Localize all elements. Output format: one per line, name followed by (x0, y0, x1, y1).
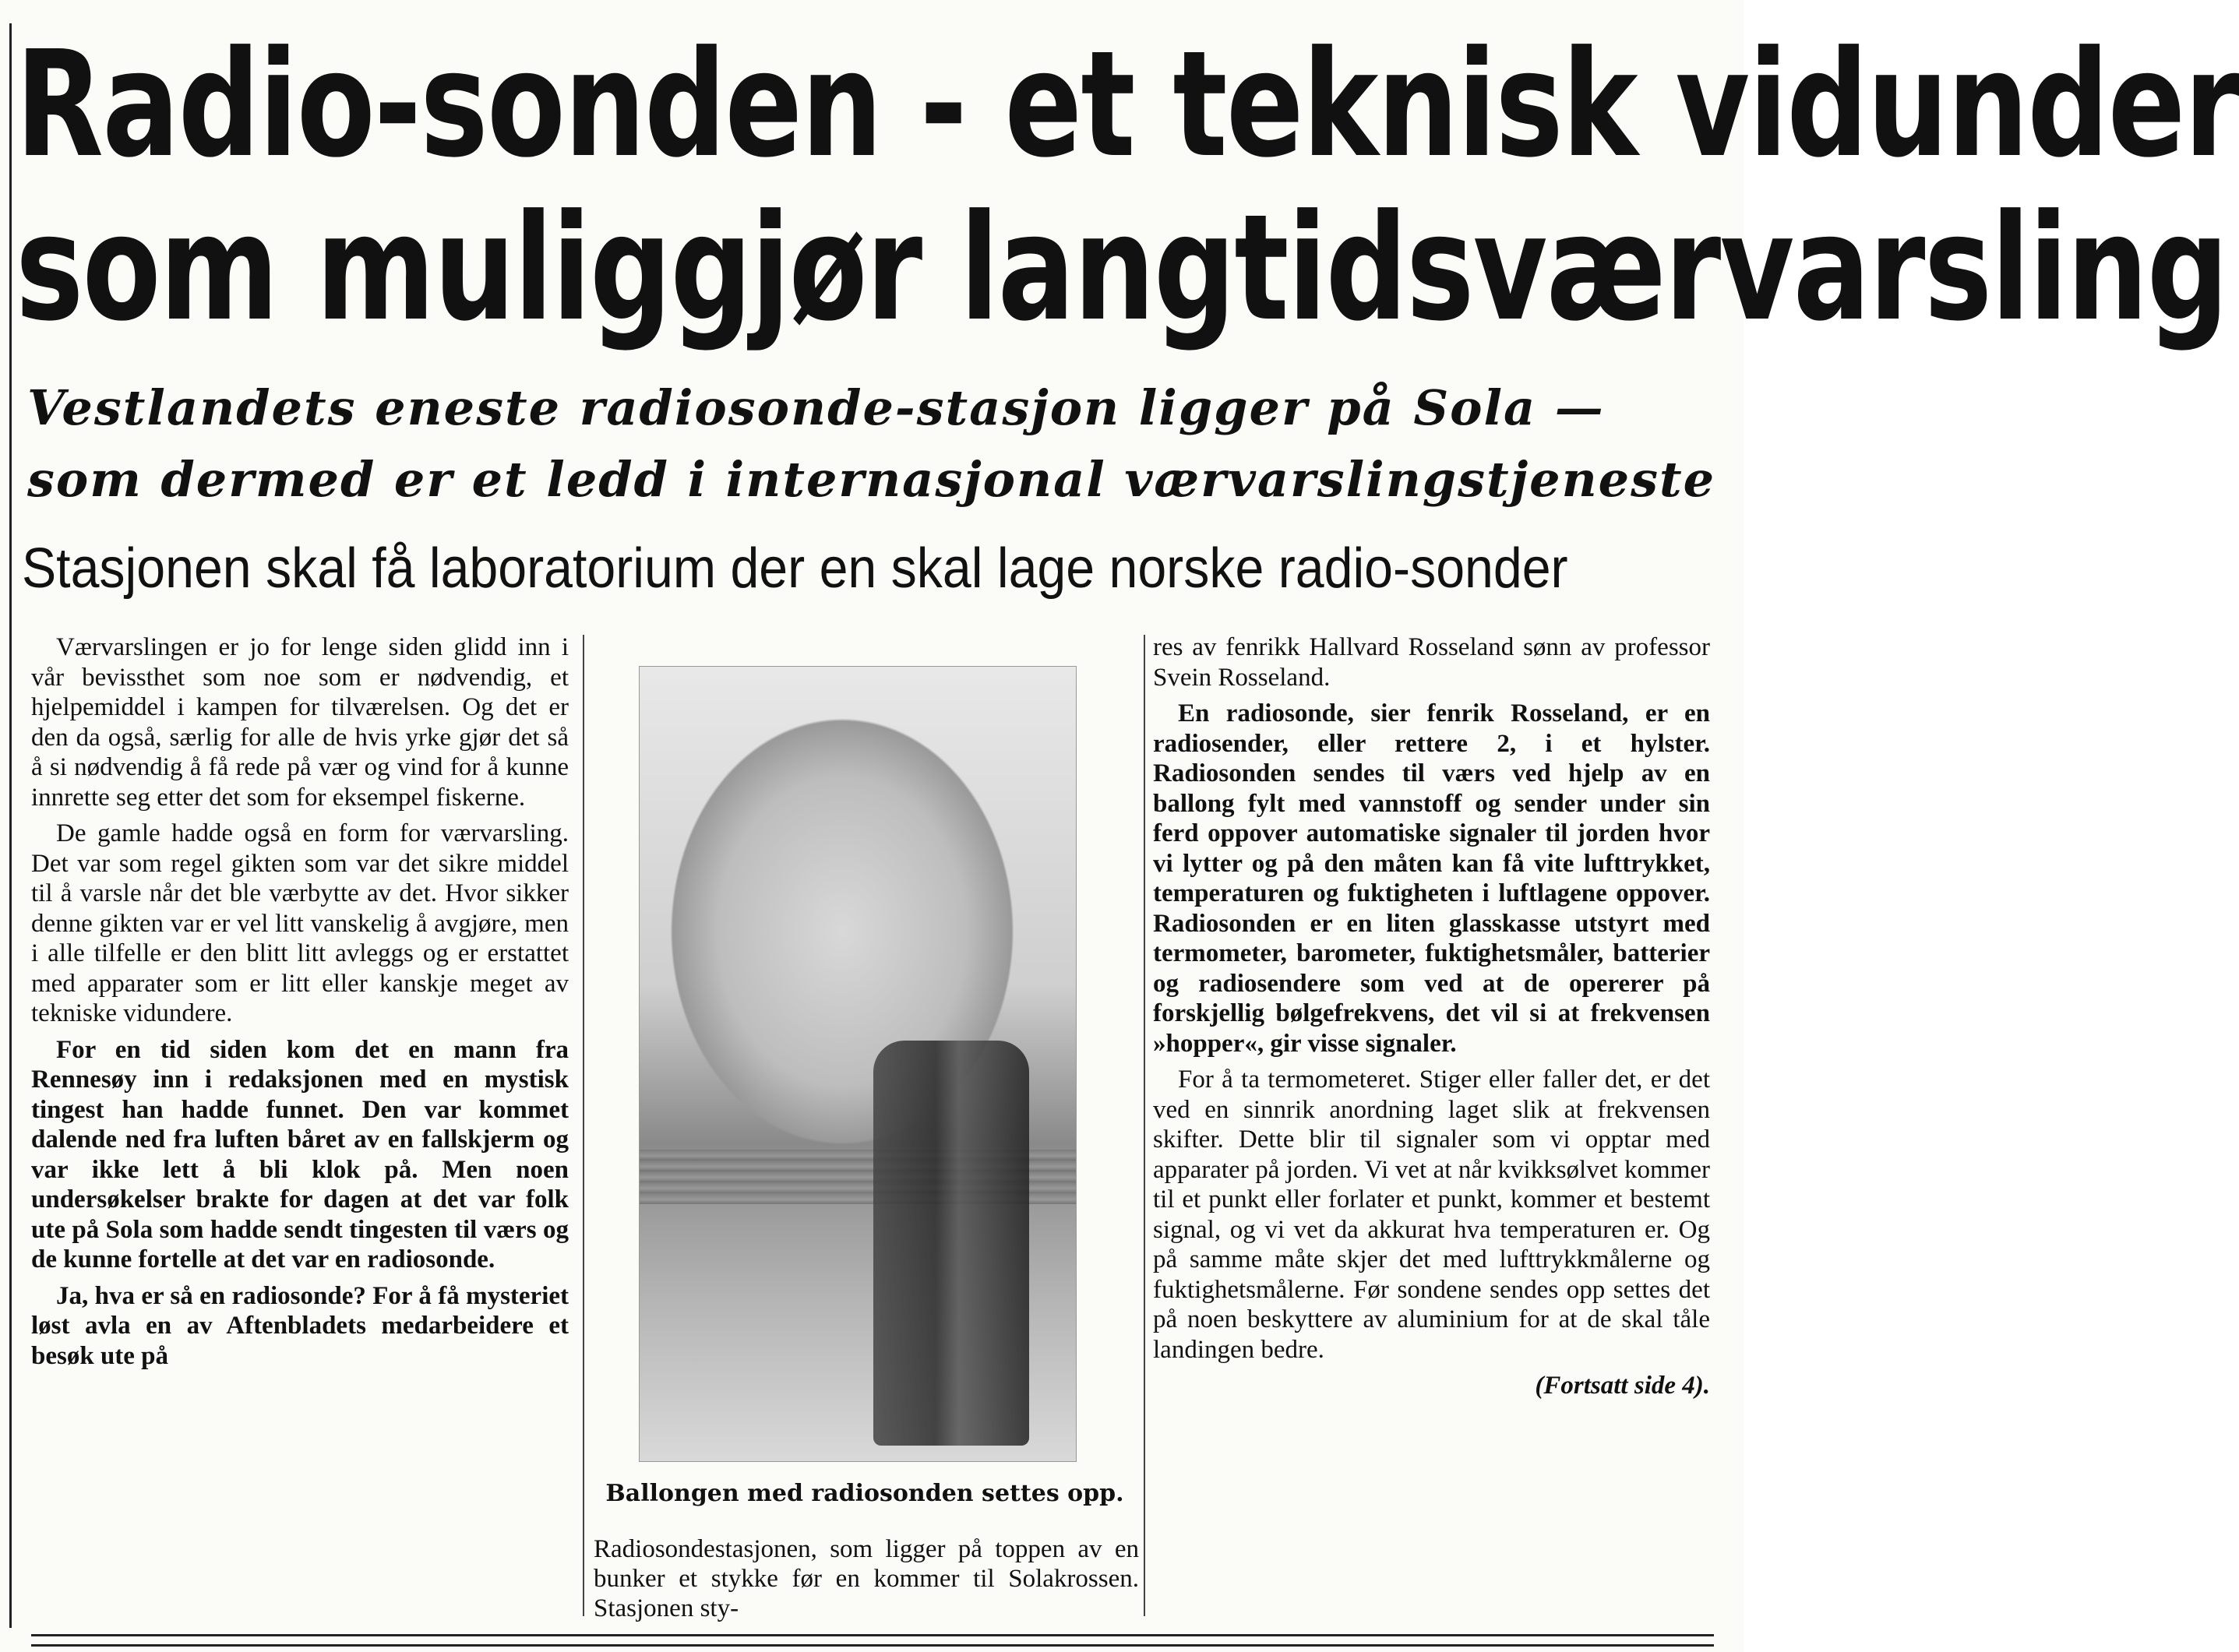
column-divider-1 (583, 635, 584, 1616)
bottom-double-rule (31, 1634, 1714, 1647)
subdeck: Stasjonen skal få laboratorium der en skal lage norske radio-sonder (22, 537, 1568, 600)
continued-note: (Fortsatt side 4). (1535, 1372, 1710, 1400)
deck (27, 372, 1726, 516)
col1-paragraph-1: Værvarslingen er jo for lenge siden glidd inn i vår bevissthet som noe som er nødvendig, et hjelpemiddel i kampen for tilværelsen. Og det er den da også, særlig for alle de hvis yrke gjør det så å si nødvendig å få rede på vær og vind for å kunne innrette seg etter det som for eksempel fiskerne. (31, 633, 569, 812)
col1-paragraph-4: Ja, hva er så en radiosonde? For å få mysteriet løst avla en av Aftenbladets medarbeidere et besøk ute på (31, 1281, 569, 1370)
column-2-text (594, 1534, 1139, 1623)
col3-paragraph-1: res av fenrikk Hallvard Rosseland sønn av professor Svein Rosseland. (1153, 633, 1710, 692)
headline-line-1: Radio-sonden - et teknisk vidunder (16, 19, 2239, 190)
col1-paragraph-3: For en tid siden kom det en mann fra Rennesøy inn i redaksjonen med en mystisk tingest han hadde funnet. Den var kommet dalende ned fra luften båret av en fallskjerm og var ikke lett å bli klok på. Men noen undersøkelser brakte for dagen at det var folk ute på Sola som hadde sendt tingesten til værs og de kunne fortelle at det var en radiosonde. (31, 1035, 569, 1273)
deck-line-2: som dermed er et ledd i internasjonal værvarslingstjeneste (27, 451, 1716, 508)
left-margin-rule (9, 23, 12, 1628)
column-divider-2 (1144, 635, 1145, 1616)
column-3 (1153, 632, 1710, 1401)
col3-paragraph-2: En radiosonde, sier fenrik Rosseland, er en radiosender, eller rettere 2, i et hylster. Radiosonden sendes til værs ved hjelp av en ballong fylt med vannstoff og sender under sin ferd oppover automatiske signaler til jorden hvor vi lytter og på den måten kan få vite lufttrykket, temperaturen og fuktigheten i luftlagene oppover. Radiosonden er en liten glasskasse utstyrt med termometer, barometer, fuktighetsmåler, batterier og radiosendere som ved at de opererer på forskjellig bølgefrekvens, det vil si at frekvensen »hopper«, gir visse signaler. (1153, 699, 1710, 1058)
column-1 (31, 632, 569, 1377)
headline (16, 19, 2239, 354)
headline-line-2: som muliggjør langtidsværvarsling (16, 183, 2228, 354)
col3-paragraph-3: For å ta termometeret. Stiger eller faller det, er det ved en sinnrik anordning laget slik at frekvensen skifter. Dette blir til signaler som vi opptar med apparater på jorden. Vi vet at når kvikksølvet kommer til et punkt eller forlater et punkt, kommer et bestemt signal, og vi vet da akkurat hva temperaturen er. Og på samme måte skjer det med lufttrykkmålerne og fuktighetsmålerne. Før sondene sendes opp settes det på noen beskyttere av aluminium for at de skal tåle landingen bedre. (1153, 1066, 1710, 1364)
photo-figures (873, 1041, 1029, 1446)
deck-line-1: Vestlandets eneste radiosonde-stasjon ligger på Sola — (27, 379, 1605, 436)
photo-caption: Ballongen med radiosonden settes opp. (605, 1480, 1124, 1507)
balloon-photo (639, 666, 1077, 1462)
col2-paragraph-1: Radiosondestasjonen, som ligger på toppen av en bunker et stykke før en kommer til Solakrossen. Stasjonen sty- (594, 1535, 1139, 1622)
col1-paragraph-2: De gamle hadde også en form for værvarsling. Det var som regel gikten som var det sikre middel til å varsle når det ble værbytte av det. Hvor sikker denne gikten var er vel litt vanskelig å avgjøre, men i alle tilfelle er den blitt litt avleggs og er erstattet med apparater som er litt eller kanskje meget av tekniske vidundere. (31, 819, 569, 1027)
